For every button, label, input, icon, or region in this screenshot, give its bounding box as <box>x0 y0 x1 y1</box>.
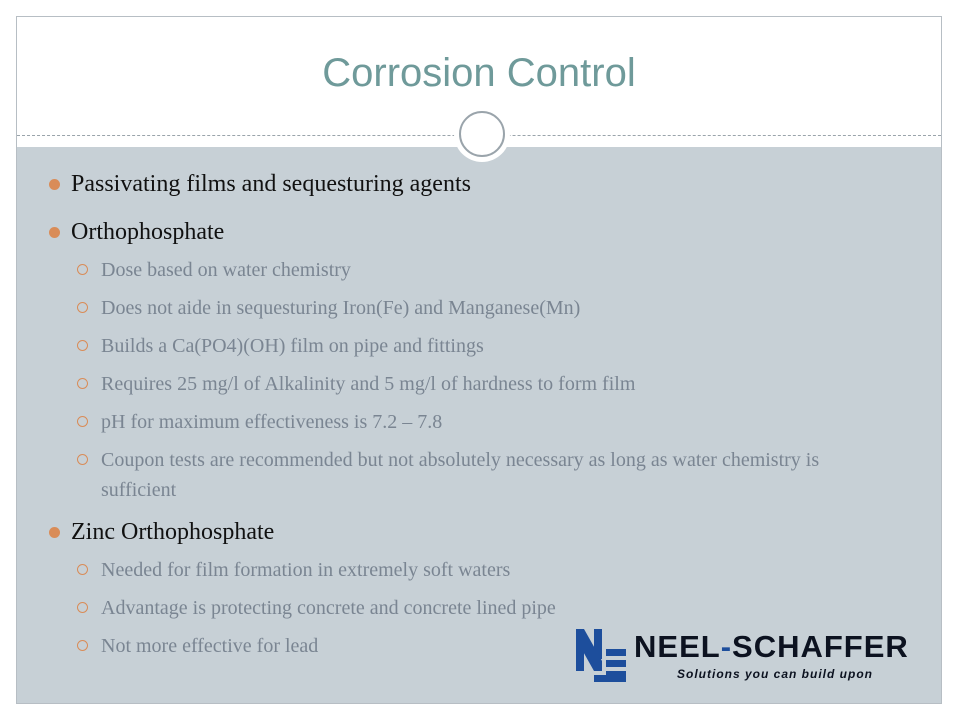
bullet-item <box>49 217 889 505</box>
sub-bullet-text: Requires 25 mg/l of Alkalinity and 5 mg/l of hardness to form film <box>101 373 636 395</box>
bullet-text: Zinc Orthophosphate <box>71 519 275 545</box>
content-area <box>17 147 941 703</box>
sub-bullet-list <box>71 255 889 505</box>
filled-circle-icon <box>49 227 60 238</box>
hollow-circle-icon <box>77 416 88 427</box>
bullet-text: Orthophosphate <box>71 219 225 245</box>
hollow-circle-icon <box>77 264 88 275</box>
logo-name-left: NEEL <box>634 629 721 664</box>
slide <box>16 16 942 704</box>
hollow-circle-icon <box>77 340 88 351</box>
company-logo <box>574 627 914 687</box>
slide-title: Corrosion Control <box>322 51 636 95</box>
sub-bullet-text: Coupon tests are recommended but not absolutely necessary as long as water chemistry is sufficient <box>101 449 820 501</box>
hollow-circle-icon <box>77 378 88 389</box>
sub-bullet-item <box>71 255 889 285</box>
sub-bullet-item <box>71 593 889 623</box>
filled-circle-icon <box>49 179 60 190</box>
sub-bullet-text: Does not aide in sequesturing Iron(Fe) and Manganese(Mn) <box>101 297 581 319</box>
sub-bullet-text: Builds a Ca(PO4)(OH) film on pipe and fittings <box>101 335 484 357</box>
sub-bullet-text: Not more effective for lead <box>101 635 319 657</box>
logo-wordmark <box>634 629 909 665</box>
circle-ring-inner <box>459 111 505 157</box>
sub-bullet-text: pH for maximum effectiveness is 7.2 – 7.8 <box>101 411 443 433</box>
bullet-list <box>49 169 889 673</box>
hollow-circle-icon <box>77 602 88 613</box>
hollow-circle-icon <box>77 564 88 575</box>
sub-bullet-item <box>71 445 889 505</box>
hollow-circle-icon <box>77 302 88 313</box>
sub-bullet-item <box>71 407 889 437</box>
hollow-circle-icon <box>77 454 88 465</box>
sub-bullet-item <box>71 555 889 585</box>
sub-bullet-text: Dose based on water chemistry <box>101 259 351 281</box>
logo-dash: - <box>720 629 733 664</box>
sub-bullet-item <box>71 293 889 323</box>
sub-bullet-text: Advantage is protecting concrete and concrete lined pipe <box>101 597 556 619</box>
sub-bullet-item <box>71 369 889 399</box>
filled-circle-icon <box>49 527 60 538</box>
hollow-circle-icon <box>77 640 88 651</box>
sub-bullet-text: Needed for film formation in extremely soft waters <box>101 559 511 581</box>
logo-name-right: SCHAFFER <box>732 629 909 664</box>
logo-tagline: Solutions you can build upon <box>677 667 873 681</box>
bullet-item <box>49 169 889 199</box>
ns-logo-icon <box>574 627 630 685</box>
sub-bullet-item <box>71 331 889 361</box>
bullet-text: Passivating films and sequesturing agents <box>71 171 471 197</box>
